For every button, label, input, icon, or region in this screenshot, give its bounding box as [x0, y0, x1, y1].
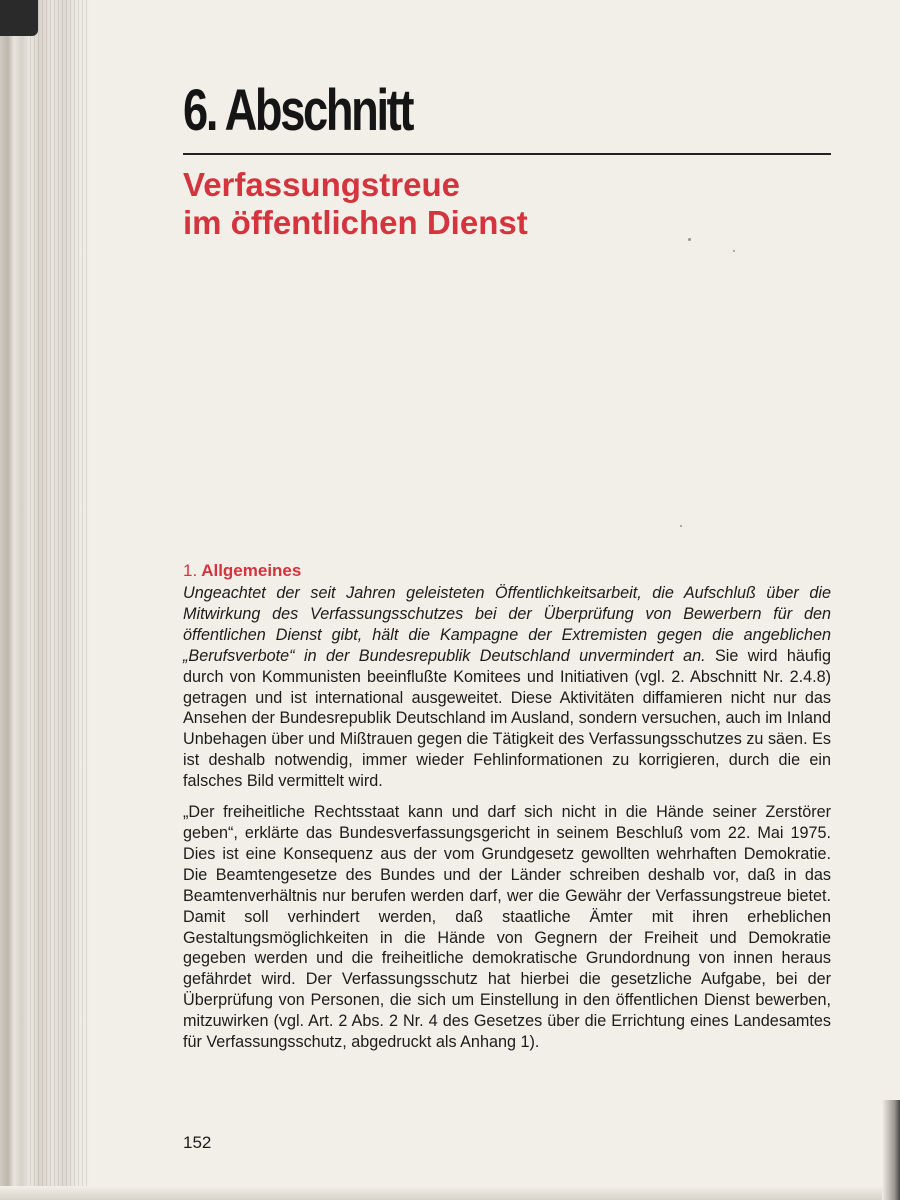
paragraph-1-lead-sentence: Ungeachtet der seit Jahren geleisteten Öffentlichkeitsarbeit, die Aufschluß über die Mitwirkung des Verfassungsschutzes bei der Überprüfung von Bewerbern für den öffentlichen Dienst gibt, hält die Kampagne der Extremisten gegen die angeblichen „Berufsverbote“ in der Bundesrepublik Deutschland unvermindert an.	[183, 584, 831, 665]
paragraph-1-rest: Sie wird häufig durch von Kommunisten beeinflußte Komitees und Initiativen (vgl. 2. Abschnitt Nr. 2.4.8) getragen und ist international ausgeweitet. Diese Aktivitäten diffamieren nicht nur das Ansehen der Bundesrepublik Deutschland im Ausland, sondern versuchen, auch im Inland Unbehagen über und Mißtrauen gegen die Tätigkeit des Verfassungsschutzes zu säen. Es ist deshalb notwendig, immer wieder Fehlinformationen zu korrigieren, durch die ein falsches Bild vermittelt wird.	[183, 646, 831, 791]
subsection-heading	[183, 560, 301, 582]
page-bottom-edge	[0, 1186, 900, 1200]
page-right-edge-shadow	[882, 1100, 900, 1200]
page-edge-lines	[30, 0, 90, 1200]
subsection-title: Allgemeines	[201, 561, 302, 580]
section-title-line-2: im öffentlichen Dienst	[183, 204, 528, 241]
paragraph-2: „Der freiheitliche Rechtsstaat kann und darf sich nicht in die Hände seiner Zerstörer geben“, erklärte das Bundesverfassungsgericht in seinem Beschluß vom 22. Mai 1975. Dies ist eine Konsequenz aus der vom Grundgesetz gewollten wehrhaften Demokratie. Die Beamtengesetze des Bundes und der Länder schreiben deshalb vor, daß in das Beamtenverhältnis nur berufen werden darf, wer die Gewähr der Verfassungstreue bietet. Damit soll verhindert werden, daß staatliche Ämter mit ihren erheblichen Gestaltungsmöglichkeiten in die Hände von Gegnern der Freiheit und Demokratie gegeben werden und die freiheitliche demokratische Grundordnung von innen heraus gefährdet wird. Der Verfassungsschutz hat hierbei die gesetzliche Aufgabe, bei der Überprüfung von Personen, die sich um Einstellung in den öffentlichen Dienst bewerben, mitzuwirken (vgl. Art. 2 Abs. 2 Nr. 4 des Gesetzes über die Errichtung eines Landesamtes für Verfassungsschutz, abgedruckt als Anhang 1).	[183, 803, 831, 1052]
paragraph-1	[183, 583, 831, 792]
paper-speck	[733, 250, 735, 252]
paper-speck	[680, 525, 682, 527]
paper-speck	[688, 238, 691, 241]
subsection-number: 1.	[183, 561, 198, 580]
page-number: 152	[183, 1133, 212, 1152]
section-number: 6. Abschnitt	[183, 78, 413, 143]
body-text	[183, 583, 831, 1053]
title-rule	[183, 153, 831, 155]
section-title	[183, 166, 528, 242]
section-title-line-1: Verfassungstreue	[183, 166, 460, 203]
scan-corner-shadow	[0, 0, 38, 36]
